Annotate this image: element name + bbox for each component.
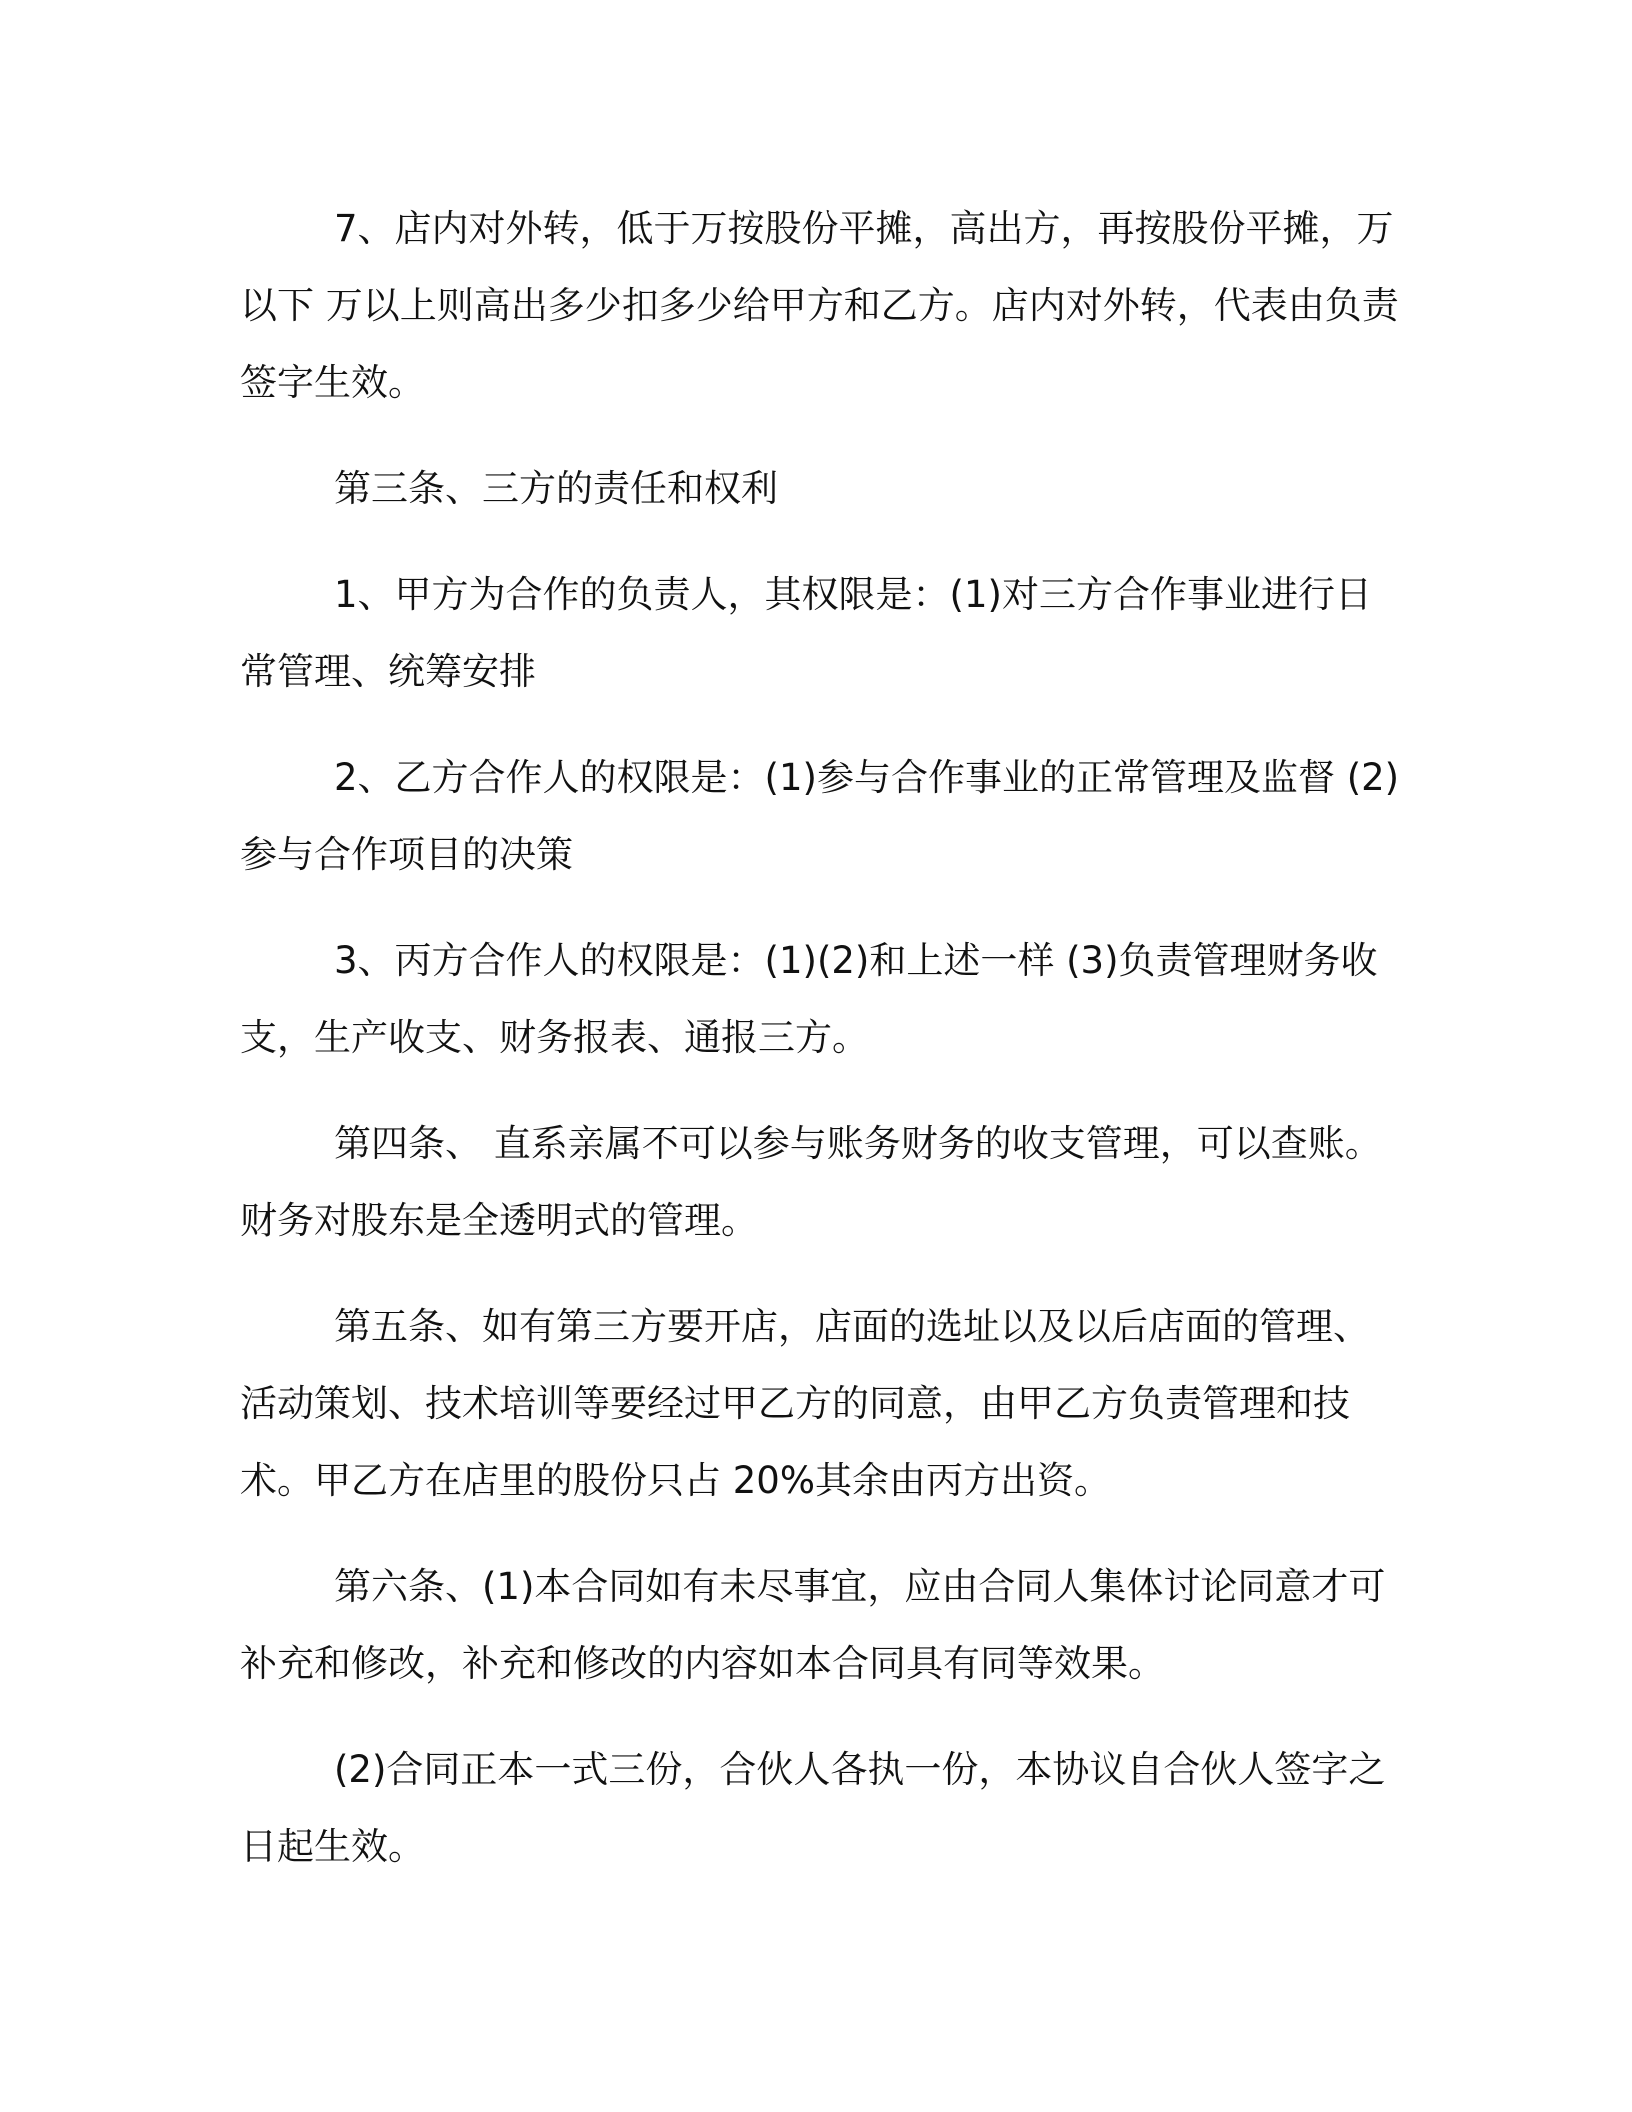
paragraph-article-6-1: 第六条、(1)本合同如有未尽事宜，应由合同人集体讨论同意才可补充和修改，补充和修改的内容如本合同具有同等效果。 <box>240 1565 1386 1685</box>
paragraph-article-5: 第五条、如有第三方要开店，店面的选址以及以后店面的管理、活动策划、技术培训等要经过甲乙方的同意，由甲乙方负责管理和技术。甲乙方在店里的股份只占 20%其余由丙方出资。 <box>240 1305 1370 1502</box>
paragraph-party-b-authority: 2、乙方合作人的权限是：(1)参与合作事业的正常管理及监督 (2)参与合作项目的决策 <box>240 756 1400 876</box>
paragraph-clause-7: 7、店内对外转，低于万按股份平摊，高出方，再按股份平摊，万以下 万以上则高出多少扣多少给甲方和乙方。店内对外转，代表由负责签字生效。 <box>240 207 1399 404</box>
section-heading-article-3: 第三条、三方的责任和权利 <box>334 467 778 510</box>
paragraph-article-4: 第四条、 直系亲属不可以参与账务财务的收支管理，可以查账。财务对股东是全透明式的管理。 <box>240 1122 1382 1242</box>
document-body <box>240 190 1400 1885</box>
paragraph-party-c-authority: 3、丙方合作人的权限是：(1)(2)和上述一样 (3)负责管理财务收支，生产收支、财务报表、通报三方。 <box>240 939 1378 1059</box>
paragraph-party-a-authority: 1、甲方为合作的负责人，其权限是：(1)对三方合作事业进行日常管理、统筹安排 <box>240 573 1372 693</box>
paragraph-article-6-2: (2)合同正本一式三份，合伙人各执一份，本协议自合伙人签字之日起生效。 <box>240 1748 1386 1868</box>
